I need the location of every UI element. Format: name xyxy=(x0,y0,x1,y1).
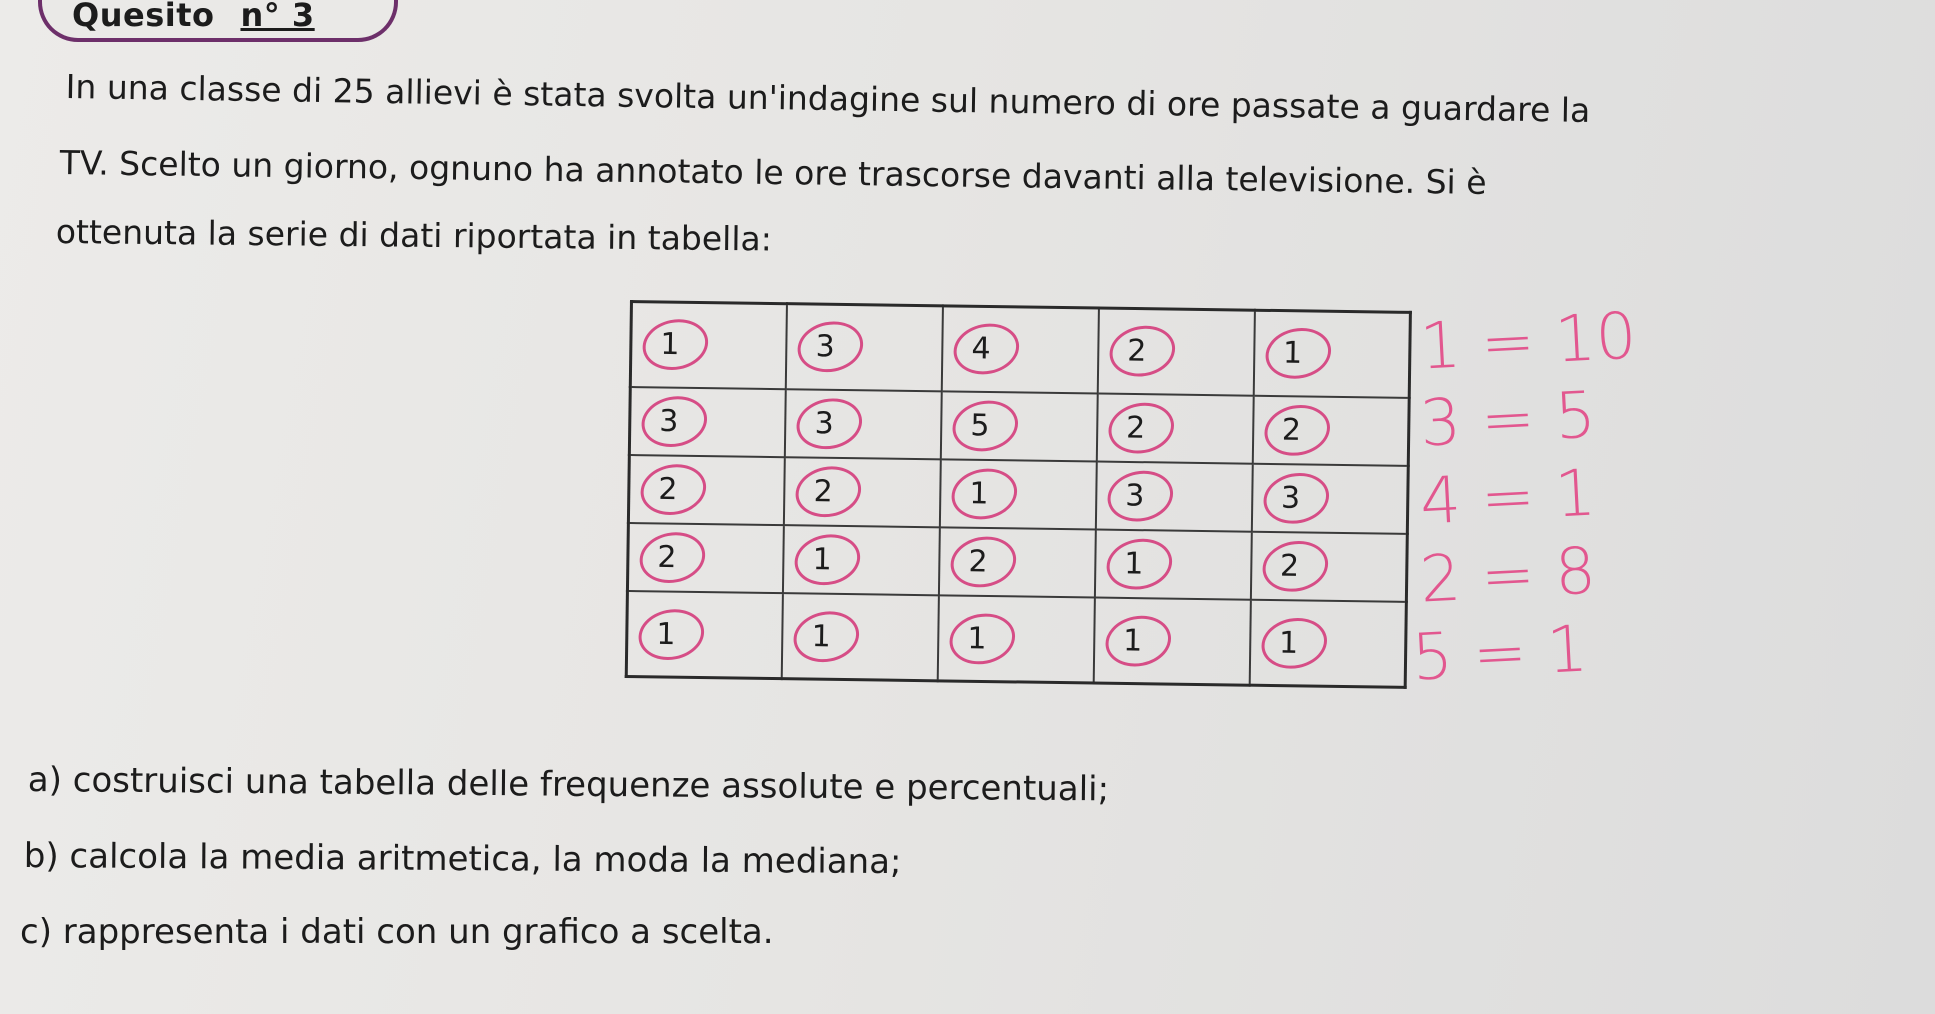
cell-value: 1 xyxy=(811,618,831,654)
table-cell xyxy=(1252,395,1409,465)
cell-value: 3 xyxy=(1124,478,1145,514)
table-cell xyxy=(939,527,1096,597)
handwritten-count: 2 = 8 xyxy=(1418,534,1598,618)
cell-value: 1 xyxy=(1278,625,1299,661)
cell-value: 1 xyxy=(1122,623,1143,659)
handwritten-count: 5 = 1 xyxy=(1410,612,1590,696)
table-cell xyxy=(1097,393,1254,463)
cell-value: 1 xyxy=(1282,335,1303,372)
table-cell xyxy=(627,523,784,593)
cell-value: 1 xyxy=(969,476,989,512)
table-cell xyxy=(1095,530,1252,600)
cell-value: 3 xyxy=(1280,480,1301,516)
table-cell xyxy=(629,387,786,457)
table-row xyxy=(626,591,1406,687)
cell-value: 1 xyxy=(812,542,833,578)
table-cell xyxy=(784,457,941,527)
cell-value: 2 xyxy=(1125,410,1146,446)
cell-value: 2 xyxy=(657,540,677,576)
table-cell xyxy=(630,302,787,389)
exercise-title-label: Quesito xyxy=(72,0,215,34)
table-cell xyxy=(941,391,1098,461)
intro-line-3: ottenuta la serie di dati riportata in tabella: xyxy=(55,212,773,259)
table-cell xyxy=(940,459,1097,529)
cell-value: 2 xyxy=(1126,333,1147,370)
cell-value: 2 xyxy=(968,544,988,580)
intro-line-1: In una classe di 25 allievi è stata svolta un'indagine sul numero di ore passate a guardare la xyxy=(65,67,1591,130)
cell-value: 2 xyxy=(1281,412,1302,448)
table-cell xyxy=(786,304,943,391)
cell-value: 3 xyxy=(659,403,679,439)
cell-value: 3 xyxy=(815,329,835,365)
table-cell xyxy=(1094,598,1251,685)
data-table xyxy=(625,300,1412,689)
handwritten-count: 4 = 1 xyxy=(1418,456,1598,540)
table-cell xyxy=(1098,308,1255,395)
table-row xyxy=(630,302,1410,398)
table-cell xyxy=(626,591,783,678)
table-cell xyxy=(783,525,940,595)
cell-value: 1 xyxy=(660,327,680,363)
table-cell xyxy=(1251,532,1408,602)
table-cell xyxy=(628,455,785,525)
cell-value: 2 xyxy=(1279,548,1300,585)
table-row xyxy=(627,523,1407,602)
question-c: c) rappresenta i dati con un grafico a scelta. xyxy=(20,912,774,952)
cell-value: 2 xyxy=(813,474,833,510)
exercise-number: n° 3 xyxy=(240,0,315,34)
cell-value: 2 xyxy=(658,471,678,508)
cell-value: 1 xyxy=(1124,546,1144,582)
cell-value: 5 xyxy=(970,408,990,444)
table-row xyxy=(628,455,1408,534)
exercise-title xyxy=(72,0,315,34)
table-cell xyxy=(942,306,1099,393)
data-table-wrapper xyxy=(625,300,1412,689)
cell-value: 1 xyxy=(967,620,987,657)
table-cell xyxy=(1249,600,1406,687)
table-cell xyxy=(938,596,1095,683)
intro-line-2: TV. Scelto un giorno, ognuno ha annotato le ore trascorse davanti alla televisione. Si è xyxy=(59,143,1487,202)
table-cell xyxy=(785,389,942,459)
table-cell xyxy=(782,593,939,680)
question-b: b) calcola la media aritmetica, la moda la mediana; xyxy=(23,836,902,883)
table-cell xyxy=(1253,310,1410,397)
table-row xyxy=(629,387,1409,466)
question-a: a) costruisci una tabella delle frequenze assolute e percentuali; xyxy=(27,760,1110,810)
handwritten-count: 1 = 10 xyxy=(1418,299,1639,385)
cell-value: 3 xyxy=(814,405,834,442)
cell-value: 1 xyxy=(656,616,676,652)
table-cell xyxy=(1096,461,1253,531)
cell-value: 4 xyxy=(971,331,991,367)
handwritten-count: 3 = 5 xyxy=(1418,378,1598,462)
table-cell xyxy=(1252,464,1409,534)
